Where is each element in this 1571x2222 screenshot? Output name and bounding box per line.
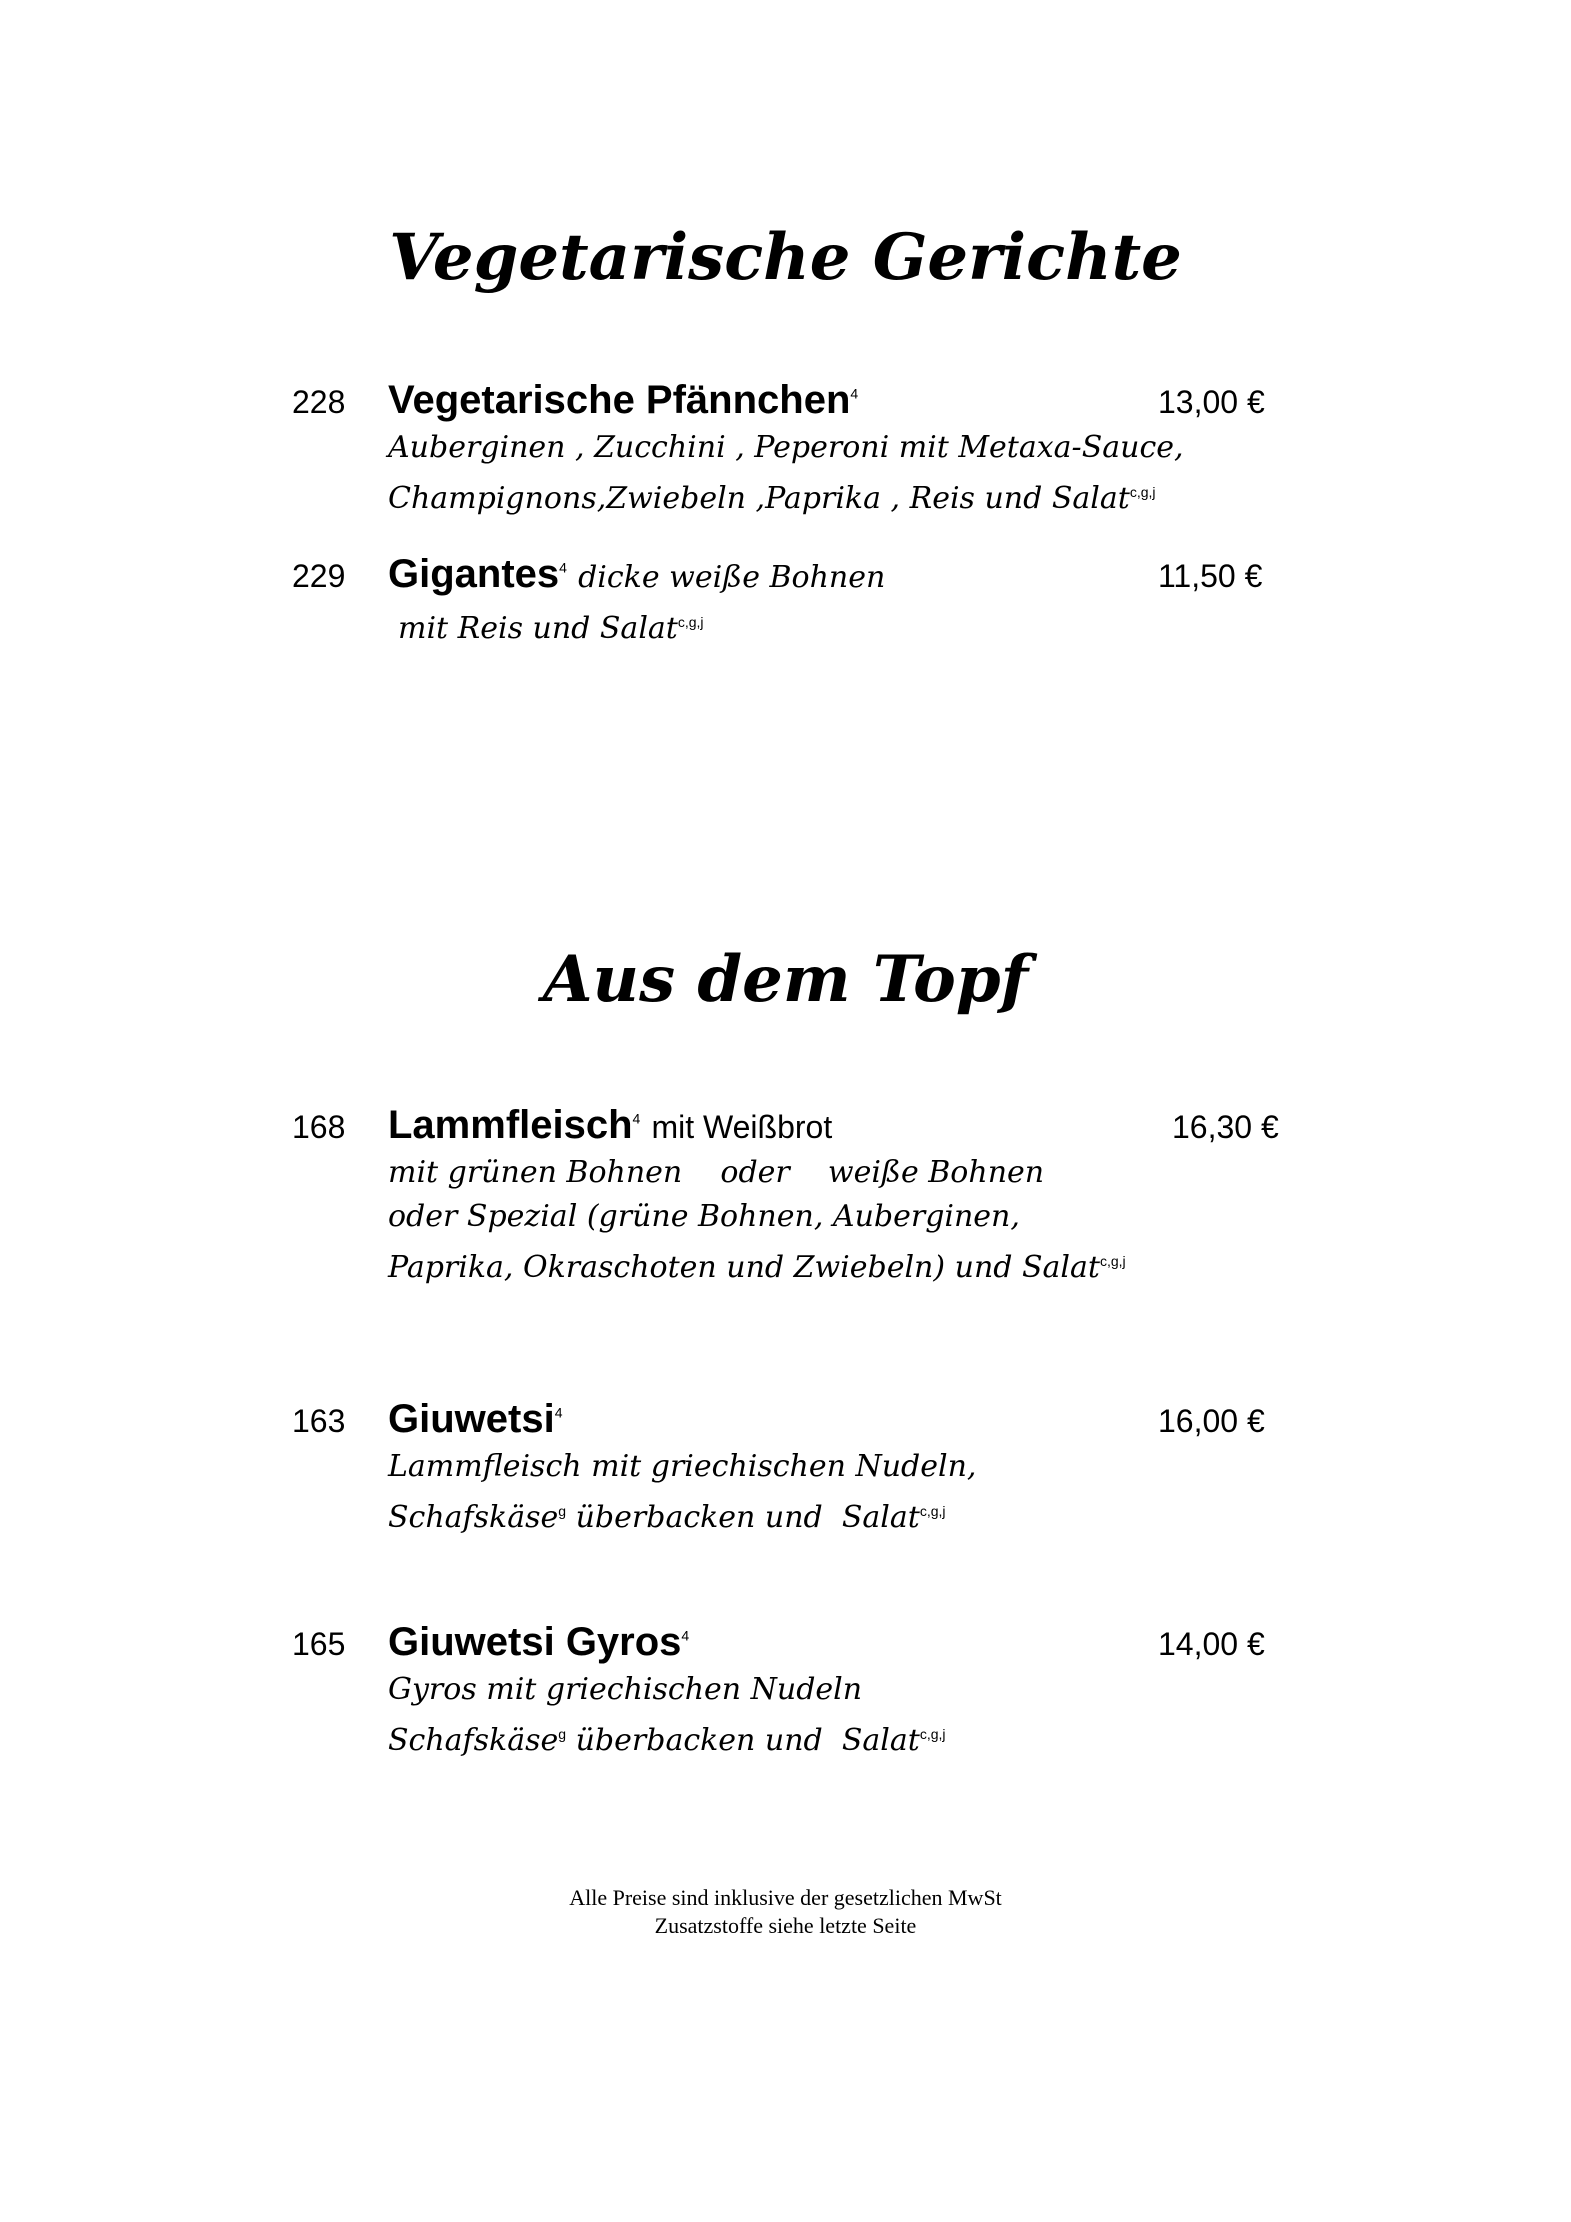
item-description-line: Gyros mit griechischen Nudeln	[388, 1672, 863, 1707]
additive-sup: c,g,j	[1099, 1253, 1126, 1269]
item-description-line: oder Spezial (grüne Bohnen, Auberginen,	[388, 1199, 1020, 1234]
allergen-sup: 4	[559, 559, 567, 576]
allergen-sup: 4	[632, 1110, 641, 1127]
item-price: 16,30 €	[1172, 1109, 1279, 1145]
item-name-tail: dicke weiße Bohnen	[578, 560, 886, 595]
section-title-vegetarian: Vegetarische Gerichte	[389, 220, 1182, 295]
allergen-sup: 4	[681, 1627, 690, 1644]
additive-sup: c,g,j	[677, 614, 704, 630]
item-description-line: Auberginen , Zucchini , Peperoni mit Metaxa-Sauce,	[388, 430, 1184, 465]
item-description-line: Paprika, Okraschoten und Zwiebeln) und Salat$^{c,g,j}$	[388, 1250, 1126, 1285]
footer-vat-note: Alle Preise sind inklusive der gesetzlichen MwSt	[569, 1885, 1002, 1910]
item-description-line: mit grünen Bohnen oder weiße Bohnen	[388, 1155, 1045, 1190]
item-number: 165	[292, 1626, 346, 1662]
item-name-extra: mit Weißbrot	[651, 1109, 833, 1145]
allergen-sup: 4	[850, 385, 859, 402]
allergen-sup: 4	[554, 1404, 563, 1421]
item-name: Lammfleisch$^4$ mit Weißbrot	[388, 1103, 833, 1147]
item-name: Gigantes$^4$ dicke weiße Bohnen	[388, 552, 886, 596]
additive-sup: g	[558, 1726, 567, 1742]
additive-sup: c,g,j	[919, 1726, 946, 1742]
item-name: Giuwetsi Gyros$^4$	[388, 1620, 690, 1664]
item-description-line: Schafskäse$^g$ überbacken und Salat$^{c,g,j}$	[388, 1500, 946, 1535]
item-price: 14,00 €	[1158, 1626, 1265, 1662]
section-title-aus-dem-topf: Aus dem Topf	[542, 942, 1029, 1017]
item-description-line: Champignons,Zwiebeln ,Paprika , Reis und Salat$^{c,g,j}$	[388, 481, 1156, 516]
item-number: 163	[292, 1403, 346, 1439]
item-price: 11,50 €	[1158, 558, 1263, 594]
additive-sup: g	[558, 1503, 567, 1519]
footer-note	[0, 1884, 1571, 1940]
item-number: 229	[292, 558, 346, 594]
item-description-line: Lammfleisch mit griechischen Nudeln,	[388, 1449, 977, 1484]
additive-sup: c,g,j	[1129, 484, 1156, 500]
item-price: 13,00 €	[1158, 384, 1265, 420]
item-price: 16,00 €	[1158, 1403, 1265, 1439]
item-number: 168	[292, 1109, 346, 1145]
item-description-line: mit Reis und Salat$^{c,g,j}$	[398, 611, 704, 646]
item-number: 228	[292, 384, 346, 420]
footer-additives-note: Zusatzstoffe siehe letzte Seite	[654, 1913, 917, 1938]
item-description-line: Schafskäse$^g$ überbacken und Salat$^{c,g,j}$	[388, 1723, 946, 1758]
item-name: Giuwetsi$^4$	[388, 1397, 563, 1441]
additive-sup: c,g,j	[919, 1503, 946, 1519]
item-name: Vegetarische Pfännchen$^4$	[388, 378, 859, 422]
